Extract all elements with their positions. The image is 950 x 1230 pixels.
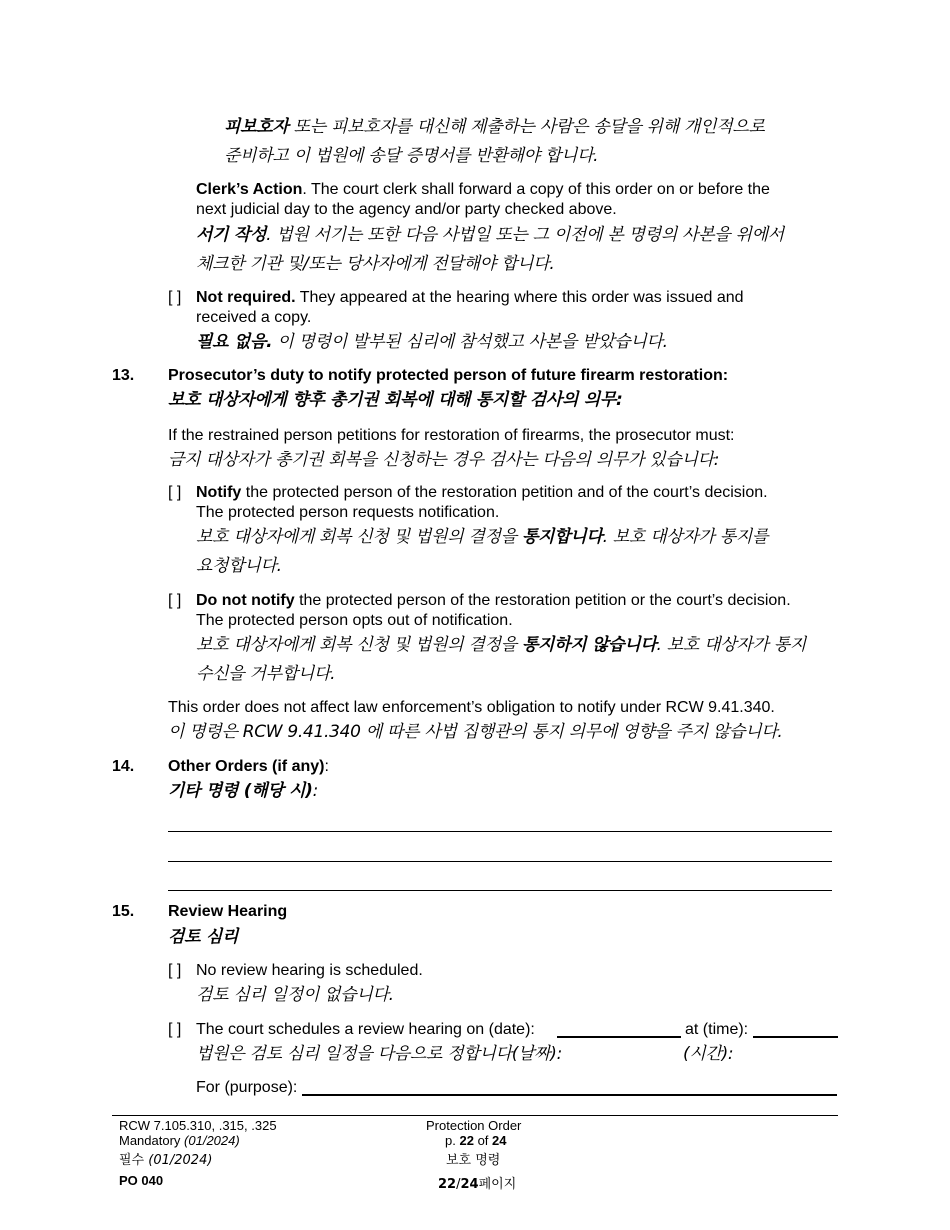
not-required-ko: 필요 없음. 이 명령이 발부된 심리에 참석했고 사본을 받았습니다. xyxy=(196,332,668,352)
section-13-ko-title: 보호 대상자에게 향후 총기권 회복에 대해 통지할 검사의 의무: xyxy=(168,390,623,410)
schedule-review-checkbox[interactable]: [ ] xyxy=(168,1021,182,1038)
section-14-ko-title: 기타 명령 (해당 시): xyxy=(168,781,319,801)
purpose-label: For (purpose): xyxy=(196,1079,298,1096)
footer-doc-title-ko: 보호 명령 xyxy=(446,1153,501,1168)
section-14-number: 14. xyxy=(112,758,135,775)
clerk-action-line-1: Clerk’s Action. The court clerk shall forward a copy of this order on or before the xyxy=(196,181,770,198)
footer-page-ko: 22/24페이지 xyxy=(438,1177,517,1192)
no-review-text: No review hearing is scheduled. xyxy=(196,962,423,979)
schedule-review-text: The court schedules a review hearing on (date): xyxy=(196,1021,535,1038)
review-time-field[interactable] xyxy=(753,1036,838,1038)
clerk-action-line-2: next judicial day to the agency and/or party checked above. xyxy=(196,201,617,218)
section-13-title: Prosecutor’s duty to notify protected person of future firearm restoration: xyxy=(168,367,729,384)
footer-form-number: PO 040 xyxy=(119,1173,164,1188)
no-review-ko: 검토 심리 일정이 없습니다. xyxy=(196,985,394,1005)
not-required-checkbox[interactable]: [ ] xyxy=(168,289,182,306)
footer-page-number: p. 22 of 24 xyxy=(445,1133,507,1148)
not-required-line-2: received a copy. xyxy=(196,309,312,326)
footer-rcw: RCW 7.105.310, .315, .325 xyxy=(119,1118,277,1133)
section-13-intro-ko: 금지 대상자가 총기권 회복을 신청하는 경우 검사는 다음의 의무가 있습니다: xyxy=(168,450,720,470)
no-notify-ko-line-2: 수신을 거부합니다. xyxy=(196,664,336,684)
section-14-title: Other Orders (if any): xyxy=(168,758,329,775)
no-notify-line-2: The protected person opts out of notification. xyxy=(196,612,513,629)
no-notify-checkbox[interactable]: [ ] xyxy=(168,592,182,609)
notify-line-2: The protected person requests notification. xyxy=(196,504,500,521)
section-13-number: 13. xyxy=(112,367,135,384)
other-orders-line-1[interactable] xyxy=(168,831,832,832)
notify-ko-line-1: 보호 대상자에게 회복 신청 및 법원의 결정을 통지합니다. 보호 대상자가 통지를 xyxy=(196,527,769,547)
other-orders-line-3[interactable] xyxy=(168,890,832,891)
section-13-intro: If the restrained person petitions for restoration of firearms, the prosecutor must: xyxy=(168,427,735,444)
purpose-field[interactable] xyxy=(302,1094,837,1096)
review-date-field[interactable] xyxy=(557,1036,681,1038)
no-notify-line-1: Do not notify the protected person of the restoration petition or the court’s decision. xyxy=(196,592,791,609)
clerk-action-ko-line-1: 서기 작성. 법원 서기는 또한 다음 사법일 또는 그 이전에 본 명령의 사본을 위에서 xyxy=(196,225,784,245)
law-enforcement-note: This order does not affect law enforcement’s obligation to notify under RCW 9.41.340. xyxy=(168,699,775,716)
schedule-review-ko: 법원은 검토 심리 일정을 다음으로 정합니다(날짜): xyxy=(196,1044,563,1064)
footer-mandatory: Mandatory (01/2024) xyxy=(119,1133,240,1148)
law-enforcement-note-ko: 이 명령은 RCW 9.41.340 에 따른 사법 집행관의 통지 의무에 영향을 주지 않습니다. xyxy=(168,722,783,742)
footer-divider xyxy=(112,1115,838,1116)
other-orders-line-2[interactable] xyxy=(168,861,832,862)
schedule-time-ko: (시간): xyxy=(683,1044,734,1064)
notify-ko-line-2: 요청합니다. xyxy=(196,556,282,576)
notify-line-1: Notify the protected person of the restoration petition and of the court’s decision. xyxy=(196,484,768,501)
section-15-number: 15. xyxy=(112,903,135,920)
clerk-action-ko-line-2: 체크한 기관 및/또는 당사자에게 전달해야 합니다. xyxy=(196,254,555,274)
footer-mandatory-ko: 필수 (01/2024) xyxy=(119,1153,213,1168)
section-15-title: Review Hearing xyxy=(168,903,288,920)
notify-checkbox[interactable]: [ ] xyxy=(168,484,182,501)
not-required-line-1: Not required. They appeared at the hearing where this order was issued and xyxy=(196,289,744,306)
service-ko-line-2: 준비하고 이 법원에 송달 증명서를 반환해야 합니다. xyxy=(224,146,599,166)
no-review-checkbox[interactable]: [ ] xyxy=(168,962,182,979)
section-15-ko-title: 검토 심리 xyxy=(168,927,239,947)
no-notify-ko-line-1: 보호 대상자에게 회복 신청 및 법원의 결정을 통지하지 않습니다. 보호 대상자가 통지 xyxy=(196,635,806,655)
review-time-label: at (time): xyxy=(685,1021,749,1038)
service-ko-line-1: 피보호자 또는 피보호자를 대신해 제출하는 사람은 송달을 위해 개인적으로 xyxy=(224,117,765,137)
footer-doc-title: Protection Order xyxy=(426,1118,522,1133)
